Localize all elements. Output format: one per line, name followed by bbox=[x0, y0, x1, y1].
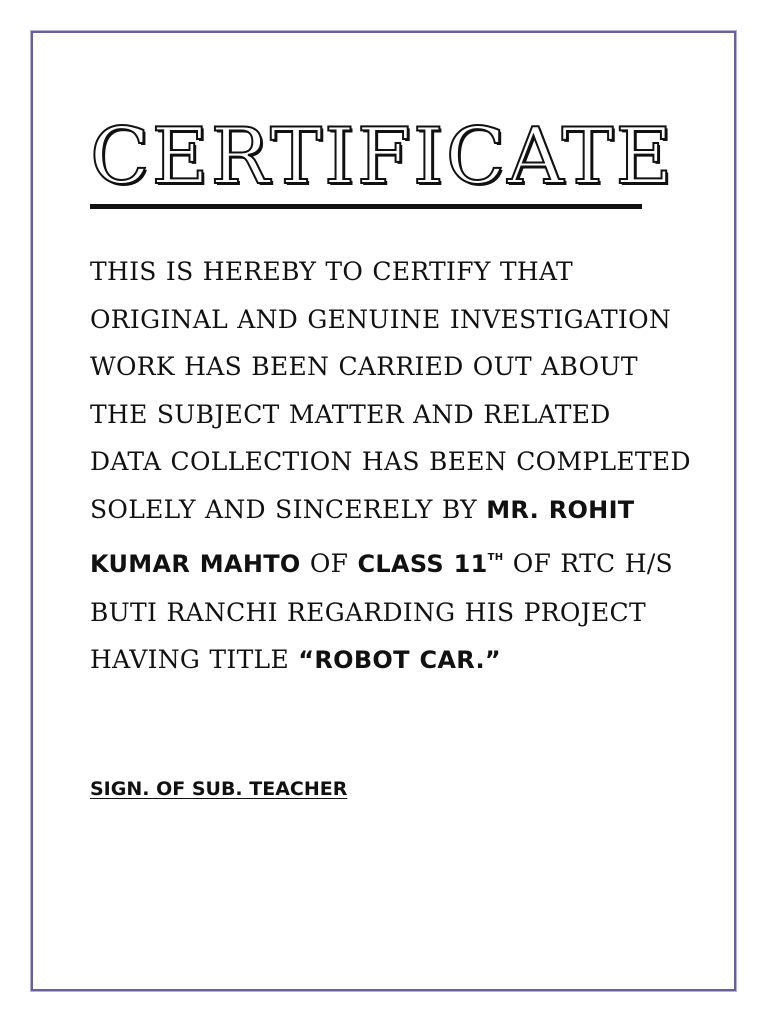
certificate-title: CERTIFICATE bbox=[90, 112, 675, 202]
body-line-1: THIS IS HEREBY TO CERTIFY THAT bbox=[90, 257, 573, 286]
certificate-body bbox=[90, 248, 700, 685]
body-line-6-text: SOLELY AND SINCERELY BY bbox=[90, 494, 487, 524]
body-line-8: BUTI RANCHI REGARDING HIS PROJECT bbox=[90, 597, 646, 627]
body-line-4: THE SUBJECT MATTER AND RELATED bbox=[90, 399, 611, 429]
body-line-2: ORIGINAL AND GENUINE INVESTIGATION bbox=[90, 304, 672, 334]
school-name: OF RTC H/S bbox=[503, 549, 673, 578]
body-line-6 bbox=[90, 486, 700, 535]
teacher-signature-label: SIGN. OF SUB. TEACHER bbox=[90, 778, 348, 800]
student-name-first: MR. ROHIT bbox=[486, 495, 635, 524]
title-underline bbox=[90, 204, 642, 209]
project-title: “ROBOT CAR.” bbox=[298, 646, 501, 674]
body-line-7-of: OF bbox=[300, 549, 358, 578]
body-line-5: DATA COLLECTION HAS BEEN COMPLETED bbox=[90, 447, 691, 476]
body-line-9-text: HAVING TITLE bbox=[90, 645, 299, 674]
class-superscript: TH bbox=[487, 552, 504, 563]
body-line-9 bbox=[90, 636, 700, 685]
student-class: CLASS 11 bbox=[357, 550, 488, 578]
body-line-3: WORK HAS BEEN CARRIED OUT ABOUT bbox=[90, 352, 638, 381]
student-name-last: KUMAR MAHTO bbox=[90, 550, 301, 578]
body-line-7 bbox=[90, 534, 700, 589]
